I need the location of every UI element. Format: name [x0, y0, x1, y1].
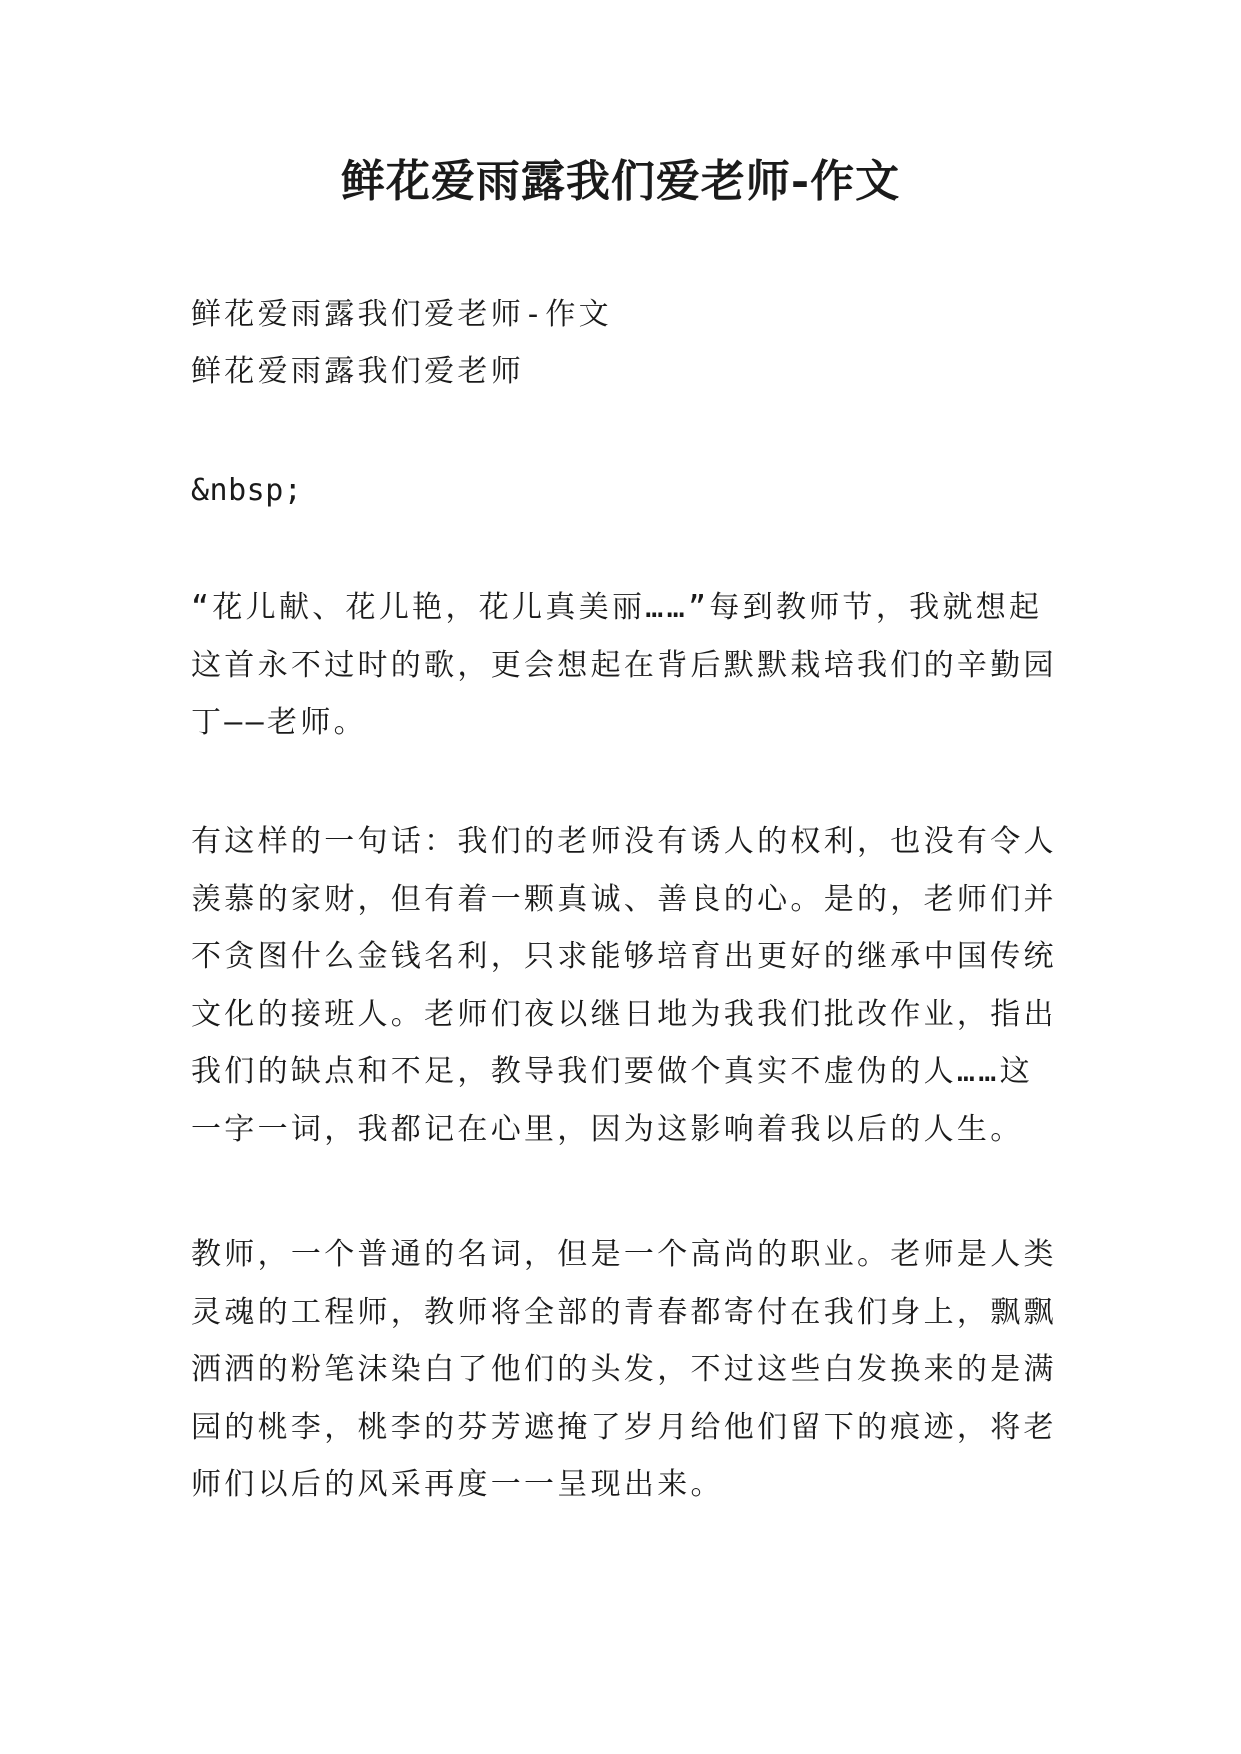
subtitle-line: 鲜花爱雨露我们爱老师: [191, 354, 524, 389]
document-title: 鲜花爱雨露我们爱老师-作文: [340, 156, 901, 207]
paragraph: “花儿献、花儿艳，花儿真美丽……”每到教师节，我就想起这首永不过时的歌，更会想起在背后默默栽培我们的辛勤园丁——老师。: [191, 590, 1057, 740]
subtitle-line: 鲜花爱雨露我们爱老师-作文: [191, 297, 612, 332]
paragraph: 教师，一个普通的名词，但是一个高尚的职业。老师是人类灵魂的工程师，教师将全部的青春都寄付在我们身上，飘飘洒洒的粉笔沫染白了他们的头发，不过这些白发换来的是满园的桃李，桃李的芬芳遮掩了岁月给他们留下的痕迹，将老师们以后的风采再度一一呈现出来。: [191, 1237, 1057, 1502]
nbsp-text: &nbsp;: [191, 473, 303, 508]
paragraph: 有这样的一句话：我们的老师没有诱人的权利，也没有令人羡慕的家财，但有着一颗真诚、善良的心。是的，老师们并不贪图什么金钱名利，只求能够培育出更好的继承中国传统文化的接班人。老师们夜以继日地为我我们批改作业，指出我们的缺点和不足，教导我们要做个真实不虚伪的人……这一字一词，我都记在心里，因为这影响着我以后的人生。: [191, 824, 1057, 1147]
